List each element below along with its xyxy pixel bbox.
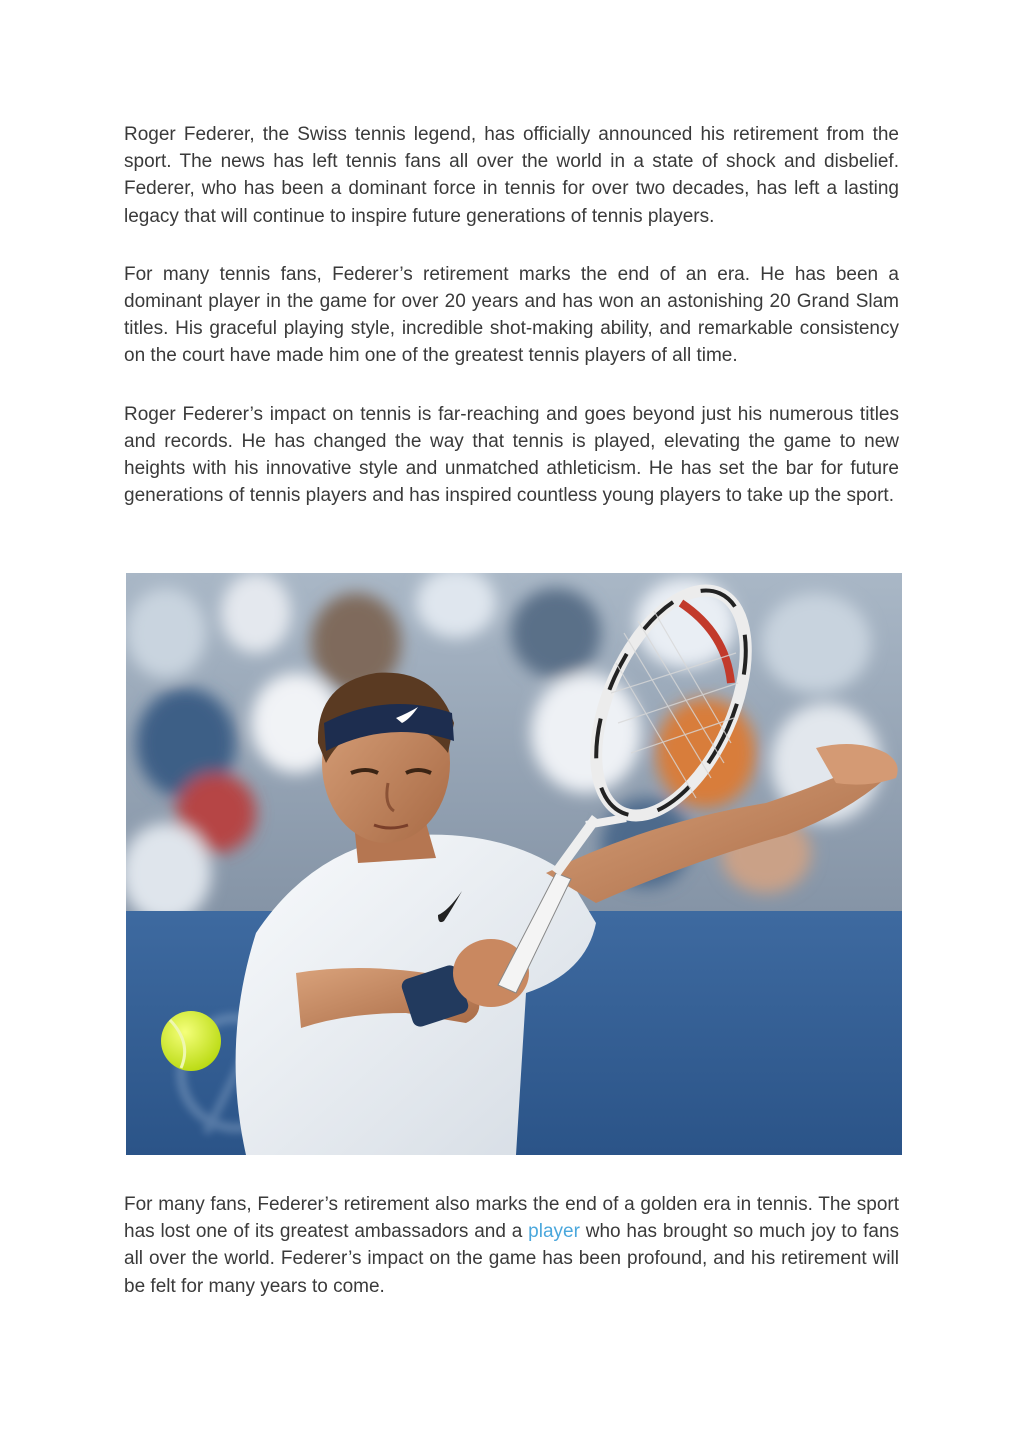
tennis-player-photo [126,573,902,1155]
player-link[interactable]: player [528,1221,580,1243]
paragraph-4 [124,1191,899,1300]
article-closing [124,1191,899,1300]
article-body [124,121,899,509]
paragraph-4-after-link: who has brought so much joy to fans all over the world. Federer’s impact on the game has been profound, and his retirement will be felt for many years to come. [124,1221,900,1297]
paragraph-2: For many tennis fans, Federer’s retirement marks the end of an era. He has been a dominant player in the game for over 20 years and has won an astonishing 20 Grand Slam titles. His graceful playing style, incredible shot-making ability, and remarkable consistency on the court have made him one of the greatest tennis players of all time. [124,263,899,367]
paragraph-4-before-link: For many fans, Federer’s retirement also marks the end of a golden era in tennis. The sport has lost one of its greatest ambassadors and a [124,1194,899,1243]
paragraph-1: Roger Federer, the Swiss tennis legend, has officially announced his retirement from the sport. The news has left tennis fans all over the world in a state of shock and disbelief. Federer, who has been a dominant force in tennis for over two decades, has left a lasting legacy that will continue to inspire future generations of tennis players. [124,124,899,227]
paragraph-3: Roger Federer’s impact on tennis is far-reaching and goes beyond just his numerous titles and records. He has changed the way that tennis is played, elevating the game to new heights with his innovative style and unmatched athleticism. He has set the bar for future generations of tennis players and has inspired countless young players to take up the sport. [124,403,899,507]
